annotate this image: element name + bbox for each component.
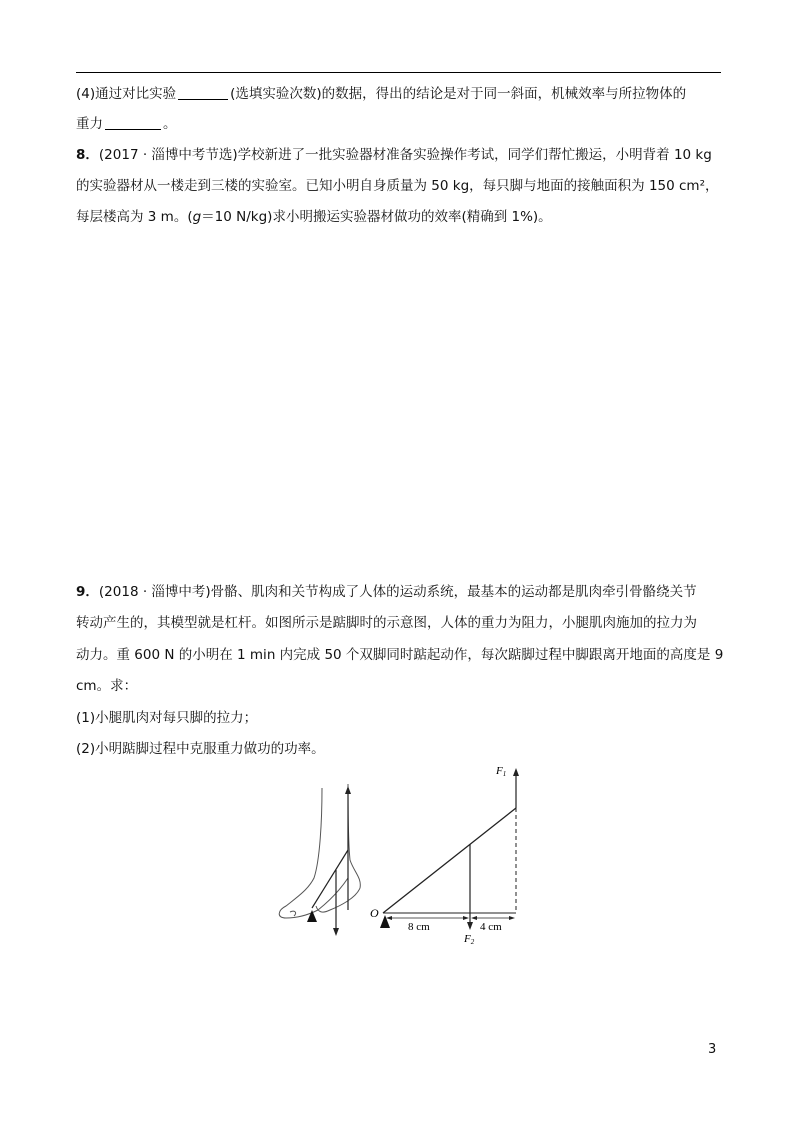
q9-line4: cm。求： [76,678,138,694]
q9-line3: 动力。重 600 N 的小明在 1 min 内完成 50 个双脚同时踮起动作，每次踮脚过程中脚跟离开地面的高度是 9 [76,647,724,663]
q9-sub1: (1)小腿肌肉对每只脚的拉力； [76,710,258,726]
q7-part4-line1 [76,84,686,104]
label-f2: F2 [464,933,475,946]
header-rule [76,72,721,73]
q8-line3-prefix: 每层楼高为 3 m。( [76,209,193,225]
q8-g-symbol: g [192,209,202,225]
lever-fulcrum-triangle [380,915,390,928]
q7-part4-prefix: (4)通过对比实验 [76,86,177,102]
q8-text-1: 学校新进了一批实验器材准备实验操作考试，同学们帮忙搬运，小明背着 10 kg [237,147,712,163]
lever-figure [268,760,538,960]
dim-right-label: 4 cm [480,921,502,933]
q8-number: 8． [76,147,99,163]
dim-left-arrow-end [463,916,469,920]
lever-bar [383,808,516,913]
answer-blank-1[interactable] [178,85,228,100]
q8-source: (2017 · 淄博中考节选) [98,147,238,163]
foot-force-up-arrowhead [345,786,351,794]
q8-line3 [76,207,552,227]
q7-part4-middle: (选填实验次数)的数据，得出的结论是对于同一斜面，机械效率与所拉物体的 [230,86,687,102]
q9-source: (2018 · 淄博中考) [98,584,211,600]
q7-part4-line2 [76,114,177,134]
q9-number: 9． [76,584,99,600]
q8-line2: 的实验器材从一楼走到三楼的实验室。已知小明自身质量为 50 kg，每只脚与地面的接触面积为 150 cm²， [76,178,719,194]
f2-arrowhead [467,922,473,930]
q9-text-1: 骨骼、肌肉和关节构成了人体的运动系统，最基本的运动都是肌肉牵引骨骼绕关节 [210,584,697,600]
lever-diagram [268,760,538,960]
dim-right-arrow-start [471,916,477,920]
dim-left-label: 8 cm [408,921,430,933]
q9-line1 [76,582,697,602]
label-f1: F1 [496,765,507,778]
dim-right-arrow-end [509,916,515,920]
q9-line2: 转动产生的，其模型就是杠杆。如图所示是踮脚时的示意图，人体的重力为阻力，小腿肌肉施加的拉力为 [76,615,697,631]
f1-arrowhead [513,768,519,776]
page-number: 3 [708,1042,717,1057]
dim-left-arrow-start [386,916,392,920]
foot-fulcrum-triangle [307,910,317,922]
q7-part4-line2-prefix: 重力 [76,116,103,132]
answer-blank-2[interactable] [105,115,161,130]
q8-line1 [76,145,712,165]
q7-part4-line2-suffix: 。 [163,116,177,132]
foot-force-down-arrowhead [333,928,339,936]
q9-sub2: (2)小明踮脚过程中克服重力做功的功率。 [76,741,325,757]
q8-line3-suffix: ＝10 N/kg)求小明搬运实验器材做功的效率(精确到 1%)。 [201,209,552,225]
label-o: O [370,906,379,920]
